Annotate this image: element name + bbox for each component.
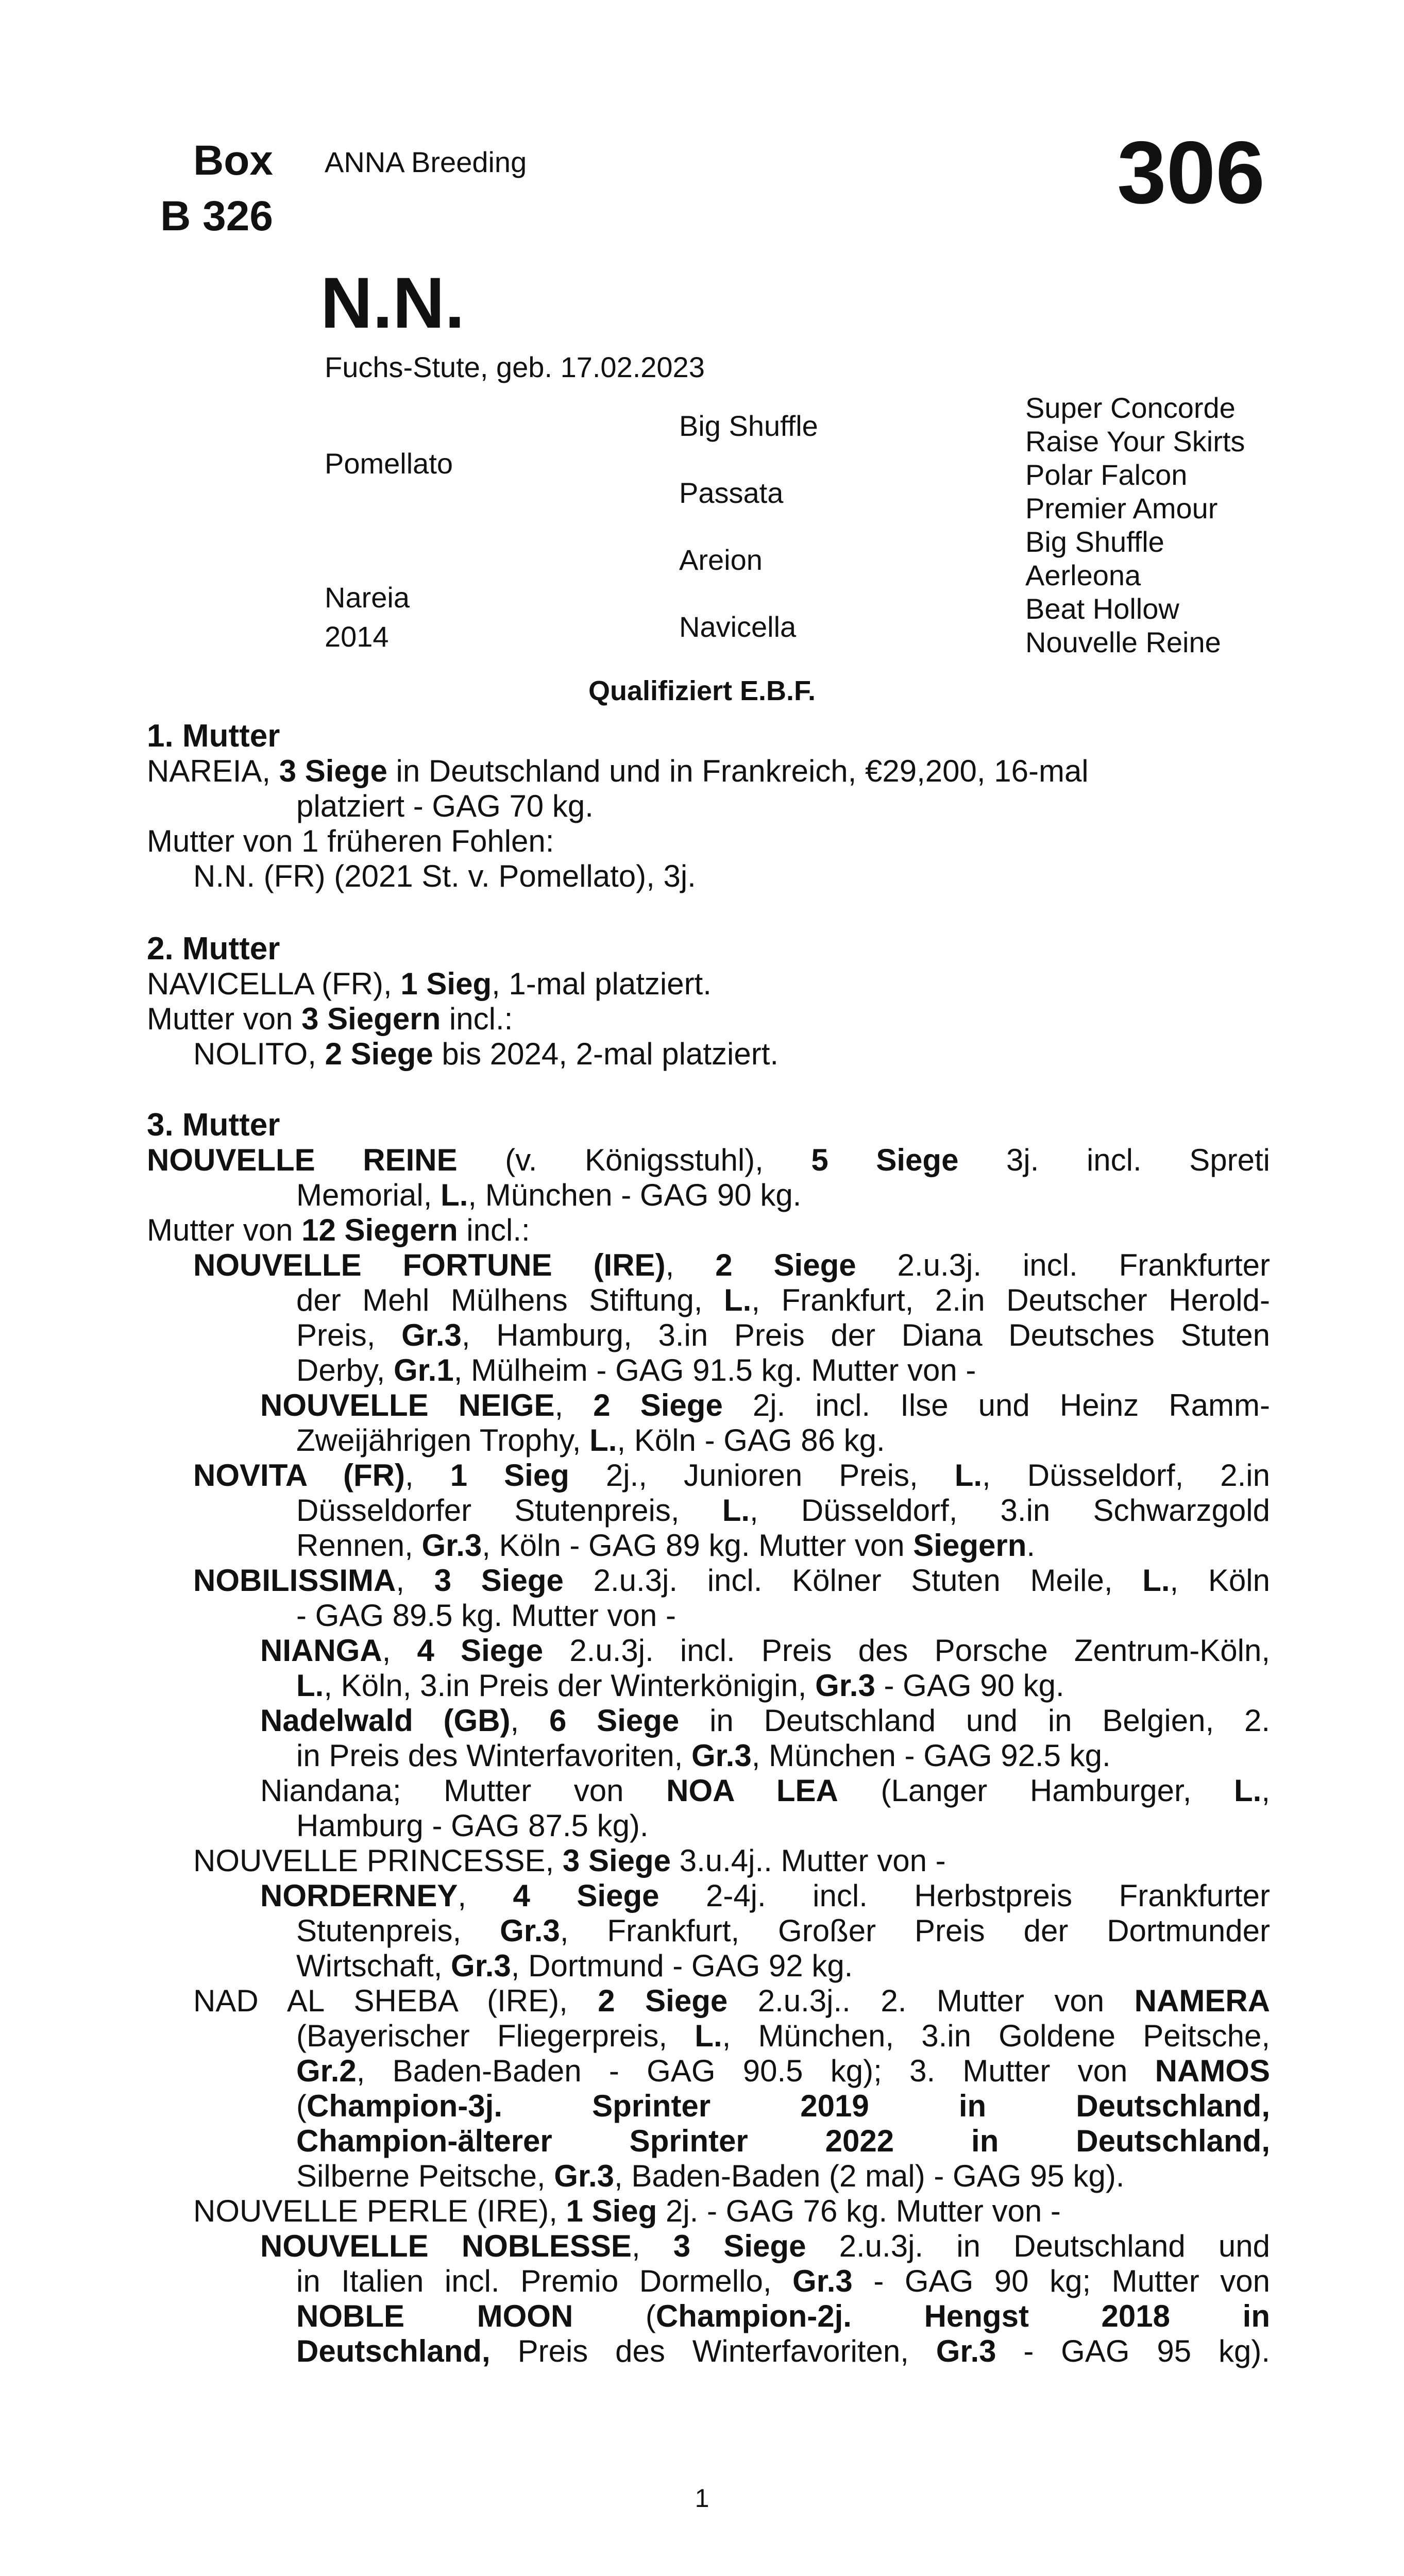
text-line: [147, 1843, 1270, 1878]
text-segment: 2j. incl. Ilse und Heinz Ramm-: [722, 1388, 1270, 1422]
text-line: [147, 2229, 1270, 2264]
text-segment: , München - GAG 92.5 kg.: [751, 1738, 1111, 1773]
bold-text: L.: [441, 1178, 468, 1212]
bold-text: 3 Siege: [562, 1843, 671, 1878]
text-segment: 2.u.3j. in Deutschland und: [806, 2229, 1270, 2263]
text-line: [147, 2124, 1270, 2159]
pedigree-granddam: Navicella: [679, 611, 797, 643]
breeder-name: ANNA Breeding: [325, 146, 527, 178]
text-segment: N.N. (FR) (2021 St. v. Pomellato), 3j.: [193, 859, 696, 893]
page-number: 1: [695, 2484, 709, 2513]
pedigree-grandsire: Big Shuffle: [679, 410, 818, 442]
text-segment: NOUVELLE PERLE (IRE),: [193, 2194, 566, 2228]
text-segment: 2.u.3j. incl. Preis des Porsche Zentrum-Köln,: [543, 1633, 1270, 1668]
pedigree-granddam: Passata: [679, 477, 784, 509]
text-line: [147, 967, 1270, 1002]
bold-text: Gr.3: [554, 2159, 615, 2193]
bold-text: 3 Siege: [673, 2229, 806, 2263]
pedigree-ancestor: Super Concorde: [1025, 392, 1236, 424]
text-segment: , Frankfurt, Großer Preis der Dortmunder: [560, 1913, 1270, 1948]
text-line: [147, 824, 1270, 859]
bold-text: Gr.3: [421, 1528, 482, 1563]
bold-text: L.: [722, 1493, 750, 1528]
bold-text: 1 Sieg: [566, 2194, 657, 2228]
bold-text: Champion-2j. Hengst 2018 in: [655, 2299, 1270, 2333]
bold-text: NAMERA: [1134, 1984, 1270, 2018]
text-segment: , München, 3.in Goldene Peitsche,: [722, 2019, 1270, 2053]
bold-text: Gr.3: [401, 1318, 462, 1352]
text-segment: in Preis des Winterfavoriten,: [296, 1738, 691, 1773]
text-line: [147, 1878, 1270, 1913]
lot-number: 306: [1117, 123, 1265, 222]
text-line: [147, 754, 1270, 789]
text-segment: ,: [631, 2229, 673, 2263]
text-segment: NOUVELLE PRINCESSE,: [193, 1843, 563, 1878]
text-line: [147, 2019, 1270, 2054]
bold-text: 3 Siege: [434, 1563, 564, 1598]
bold-text: Deutschland,: [296, 2334, 490, 2368]
text-line: [147, 1528, 1270, 1563]
text-segment: Silberne Peitsche,: [296, 2159, 554, 2193]
text-line: [147, 1143, 1270, 1178]
bold-text: L.: [724, 1283, 752, 1317]
bold-text: L.: [1142, 1563, 1170, 1598]
text-segment: incl.:: [458, 1213, 530, 1247]
text-line: [147, 1318, 1270, 1353]
section-first-dam: [147, 754, 1270, 894]
text-line: [147, 1598, 1270, 1633]
text-segment: Derby,: [296, 1353, 394, 1387]
bold-text: Nadelwald (GB): [260, 1703, 511, 1738]
text-segment: , 1-mal platziert.: [492, 967, 712, 1001]
text-segment: (Bayerischer Fliegerpreis,: [296, 2019, 695, 2053]
text-line: [147, 1388, 1270, 1423]
bold-text: 1 Sieg: [450, 1458, 569, 1493]
section-title-first-dam: 1. Mutter: [147, 718, 280, 754]
pedigree-grandsire: Areion: [679, 544, 763, 576]
text-segment: , Köln - GAG 89 kg. Mutter von: [482, 1528, 914, 1563]
box-number: B 326: [160, 193, 273, 240]
bold-text: Gr.3: [691, 1738, 752, 1773]
bold-text: L.: [1234, 1773, 1262, 1808]
pedigree-dam-year: 2014: [325, 620, 389, 653]
text-segment: 2.u.3j. incl. Frankfurter: [856, 1248, 1270, 1282]
text-segment: .: [1026, 1528, 1036, 1563]
text-segment: - GAG 95 kg).: [996, 2334, 1270, 2368]
text-line: [147, 1037, 1270, 1072]
text-line: [147, 1738, 1270, 1773]
text-segment: Niandana; Mutter von: [260, 1773, 667, 1808]
text-segment: , Frankfurt, 2.in Deutscher Herold-: [751, 1283, 1270, 1317]
text-segment: - GAG 90 kg.: [875, 1668, 1064, 1703]
text-segment: Memorial,: [296, 1178, 441, 1212]
text-segment: , München - GAG 90 kg.: [468, 1178, 802, 1212]
text-line: [147, 1984, 1270, 2019]
text-segment: (Langer Hamburger,: [838, 1773, 1234, 1808]
text-line: [147, 1248, 1270, 1283]
text-segment: , Düsseldorf, 2.in: [982, 1458, 1270, 1493]
pedigree-ancestor: Polar Falcon: [1025, 459, 1188, 491]
text-segment: - GAG 89.5 kg. Mutter von -: [296, 1598, 676, 1633]
pedigree-ancestor: Premier Amour: [1025, 492, 1218, 524]
text-segment: Mutter von: [147, 1213, 302, 1247]
text-line: [147, 1458, 1270, 1493]
bold-text: NOBILISSIMA: [193, 1563, 396, 1598]
text-line: [147, 1353, 1270, 1388]
bold-text: Gr.3: [815, 1668, 875, 1703]
bold-text: NOUVELLE REINE: [147, 1143, 458, 1177]
bold-text: NORDERNEY: [260, 1878, 458, 1913]
text-segment: 2-4j. incl. Herbstpreis Frankfurter: [659, 1878, 1270, 1913]
text-line: [147, 1178, 1270, 1213]
text-line: [147, 2334, 1270, 2369]
text-segment: Rennen,: [296, 1528, 422, 1563]
text-segment: Stutenpreis,: [296, 1913, 500, 1948]
text-segment: NAREIA,: [147, 754, 279, 788]
text-line: [147, 789, 1270, 824]
text-segment: 2j., Junioren Preis,: [569, 1458, 955, 1493]
text-line: [147, 2159, 1270, 2194]
bold-text: 3 Siege: [279, 754, 387, 788]
text-segment: der Mehl Mülhens Stiftung,: [296, 1283, 724, 1317]
bold-text: 2 Siege: [325, 1037, 433, 1071]
text-segment: 2.u.3j.. 2. Mutter von: [728, 1984, 1135, 2018]
horse-description: Fuchs-Stute, geb. 17.02.2023: [325, 351, 705, 383]
text-segment: , Dortmund - GAG 92 kg.: [511, 1948, 853, 1983]
text-segment: platziert - GAG 70 kg.: [296, 789, 594, 823]
bold-text: 3 Siegern: [301, 1002, 441, 1036]
text-segment: (: [296, 2089, 307, 2123]
text-line: [147, 859, 1270, 894]
bold-text: L.: [695, 2019, 722, 2053]
pedigree-sire: Pomellato: [325, 447, 453, 480]
qualification-note: Qualifiziert E.B.F.: [588, 675, 816, 706]
text-segment: NAVICELLA (FR),: [147, 967, 401, 1001]
text-line: [147, 1213, 1270, 1248]
bold-text: NOUVELLE FORTUNE (IRE): [193, 1248, 666, 1282]
text-segment: NAD AL SHEBA (IRE),: [193, 1984, 598, 2018]
text-line: [147, 2194, 1270, 2229]
bold-text: NOUVELLE NOBLESSE: [260, 2229, 632, 2263]
bold-text: 5 Siege: [811, 1143, 959, 1177]
bold-text: 2 Siege: [715, 1248, 856, 1282]
text-line: [147, 1773, 1270, 1808]
text-segment: incl.:: [441, 1002, 513, 1036]
text-segment: Preis,: [296, 1318, 402, 1352]
pedigree-ancestor: Beat Hollow: [1025, 592, 1179, 625]
bold-text: NOVITA (FR): [193, 1458, 405, 1493]
bold-text: 4 Siege: [513, 1878, 659, 1913]
text-line: [147, 1948, 1270, 1984]
bold-text: 4 Siege: [417, 1633, 544, 1668]
section-title-second-dam: 2. Mutter: [147, 931, 280, 967]
text-segment: ,: [382, 1633, 417, 1668]
bold-text: NOBLE MOON: [296, 2299, 573, 2333]
bold-text: Champion-älterer Sprinter 2022 in Deutschland,: [296, 2124, 1270, 2158]
text-line: [147, 1913, 1270, 1948]
text-segment: Wirtschaft,: [296, 1948, 451, 1983]
section-second-dam: [147, 967, 1270, 1072]
pedigree-dam: Nareia: [325, 581, 410, 614]
text-line: [147, 2299, 1270, 2334]
text-line: [147, 1283, 1270, 1318]
bold-text: 6 Siege: [549, 1703, 680, 1738]
bold-text: 2 Siege: [598, 1984, 728, 2018]
text-segment: , Baden-Baden - GAG 90.5 kg); 3. Mutter von: [356, 2054, 1155, 2088]
text-segment: (v. Königsstuhl),: [457, 1143, 811, 1177]
text-segment: NOLITO,: [193, 1037, 325, 1071]
text-line: [147, 1002, 1270, 1037]
bold-text: Gr.3: [792, 2264, 853, 2298]
bold-text: Gr.3: [500, 1913, 560, 1948]
text-line: [147, 2264, 1270, 2299]
text-segment: , Köln: [1170, 1563, 1270, 1598]
text-segment: in Deutschland und in Frankreich, €29,200, 16-mal: [387, 754, 1089, 788]
text-segment: ,: [396, 1563, 434, 1598]
text-segment: 2.u.3j. incl. Kölner Stuten Meile,: [563, 1563, 1143, 1598]
bold-text: Gr.3: [451, 1948, 511, 1983]
text-line: [147, 1563, 1270, 1598]
text-segment: , Köln - GAG 86 kg.: [617, 1423, 885, 1458]
bold-text: NAMOS: [1155, 2054, 1270, 2088]
text-segment: 3j. incl. Spreti: [958, 1143, 1270, 1177]
text-segment: Mutter von: [147, 1002, 302, 1036]
section-third-dam: [147, 1143, 1270, 2369]
text-segment: Preis des Winterfavoriten,: [490, 2334, 936, 2368]
text-line: [147, 2054, 1270, 2089]
text-segment: , Hamburg, 3.in Preis der Diana Deutsches Stuten: [461, 1318, 1270, 1352]
text-segment: 3.u.4j.. Mutter von -: [671, 1843, 946, 1878]
text-segment: , Mülheim - GAG 91.5 kg. Mutter von -: [453, 1353, 976, 1387]
bold-text: 12 Siegern: [301, 1213, 458, 1247]
text-segment: in Deutschland und in Belgien, 2.: [679, 1703, 1271, 1738]
bold-text: NOA LEA: [666, 1773, 838, 1808]
text-segment: (: [573, 2299, 656, 2333]
bold-text: NIANGA: [260, 1633, 382, 1668]
bold-text: Champion-3j. Sprinter 2019 in Deutschland,: [306, 2089, 1270, 2123]
bold-text: 2 Siege: [593, 1388, 723, 1422]
text-segment: , Köln, 3.in Preis der Winterkönigin,: [324, 1668, 816, 1703]
text-segment: , Baden-Baden (2 mal) - GAG 95 kg).: [614, 2159, 1125, 2193]
text-segment: ,: [405, 1458, 450, 1493]
text-line: [147, 1668, 1270, 1703]
text-segment: in Italien incl. Premio Dormello,: [296, 2264, 793, 2298]
bold-text: 1 Sieg: [400, 967, 492, 1001]
bold-text: L.: [589, 1423, 617, 1458]
text-segment: Mutter von 1 früheren Fohlen:: [147, 824, 554, 858]
horse-name: N.N.: [320, 262, 465, 343]
box-label: Box: [193, 137, 273, 184]
text-line: [147, 1493, 1270, 1528]
text-segment: ,: [554, 1388, 594, 1422]
bold-text: Siegern: [913, 1528, 1027, 1563]
bold-text: Gr.3: [936, 2334, 996, 2368]
text-segment: ,: [458, 1878, 513, 1913]
text-segment: Düsseldorfer Stutenpreis,: [296, 1493, 722, 1528]
pedigree-ancestor: Aerleona: [1025, 559, 1141, 591]
text-line: [147, 1703, 1270, 1738]
text-line: [147, 2089, 1270, 2124]
text-segment: bis 2024, 2-mal platziert.: [433, 1037, 779, 1071]
bold-text: Gr.2: [296, 2054, 357, 2088]
text-segment: ,: [1261, 1773, 1270, 1808]
text-segment: Hamburg - GAG 87.5 kg).: [296, 1808, 649, 1843]
pedigree-ancestor: Nouvelle Reine: [1025, 626, 1221, 658]
bold-text: L.: [954, 1458, 983, 1493]
bold-text: L.: [296, 1668, 324, 1703]
pedigree-ancestor: Raise Your Skirts: [1025, 425, 1245, 457]
bold-text: Gr.1: [393, 1353, 454, 1387]
text-line: [147, 1423, 1270, 1458]
text-line: [147, 1808, 1270, 1843]
bold-text: NOUVELLE NEIGE: [260, 1388, 555, 1422]
text-segment: ,: [510, 1703, 549, 1738]
text-segment: ,: [665, 1248, 716, 1282]
text-segment: - GAG 90 kg; Mutter von: [852, 2264, 1270, 2298]
text-segment: 2j. - GAG 76 kg. Mutter von -: [657, 2194, 1061, 2228]
pedigree-ancestor: Big Shuffle: [1025, 526, 1164, 558]
text-line: [147, 1633, 1270, 1668]
text-segment: , Düsseldorf, 3.in Schwarzgold: [750, 1493, 1270, 1528]
text-segment: Zweijährigen Trophy,: [296, 1423, 590, 1458]
section-title-third-dam: 3. Mutter: [147, 1107, 280, 1143]
